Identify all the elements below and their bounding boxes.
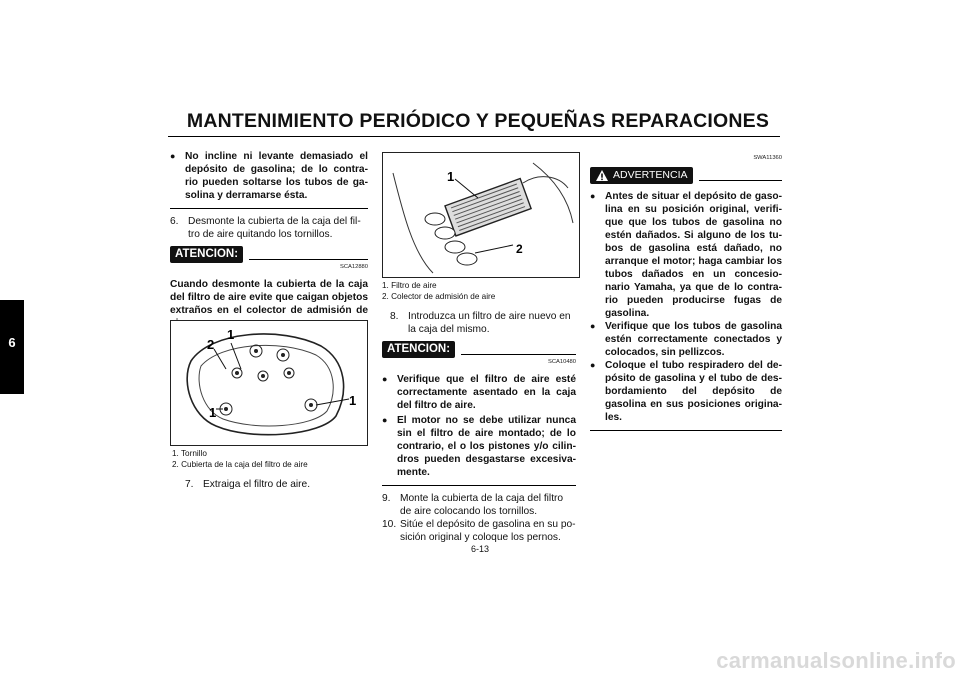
- callout: 2: [207, 337, 215, 352]
- warning-bullet: ● Antes de situar el depósito de gaso- lina en su posición original, verifi- que que los tubos de gasolina no estén dañados. Si alguno de los tu- bos de gasolina está dañado, no arranque el motor; haga cambiar los tubos dañados en un concesio- nario Yamaha, ya que de lo contra- rio pueden producirse fugas de gasolina.: [590, 190, 782, 320]
- step-text: Desmonte la cubierta de la caja del fil- tro de aire quitando los tornillos.: [188, 216, 361, 240]
- callout: 1: [209, 405, 217, 420]
- callout: 1: [227, 327, 235, 342]
- page-number: 6-13: [470, 544, 489, 554]
- divider: [382, 485, 576, 486]
- figure-air-filter: [382, 152, 580, 278]
- caption: 1. Filtro de aire: [382, 281, 437, 290]
- caption: 1. Tornillo: [172, 449, 207, 458]
- step-text: Extraiga el filtro de aire.: [203, 479, 311, 490]
- chapter-number: 6: [8, 335, 16, 350]
- warning-bullet: ● Coloque el tubo respiradero del de- pósito de gasolina y el tubo de des- bordamiento del depósito de gasolina en sus posiciones origina- les.: [590, 359, 782, 424]
- figure-airbox-cover: [170, 320, 368, 446]
- notice-bullet: ● Verifique que el filtro de aire esté correctamente asentado en la caja del filtro de aire.: [382, 373, 576, 412]
- notice-text: Cuando desmonte la cubierta de la caja del filtro de aire evite que caigan objetos extraños en el colector de admisión de: [170, 279, 368, 316]
- callout: 1: [447, 169, 455, 184]
- caption: 2. Colector de admisión de aire: [382, 292, 496, 301]
- step-number: 10.: [382, 519, 397, 530]
- warning-label: ADVERTENCIA: [613, 169, 688, 181]
- title-rule: [168, 136, 780, 137]
- airbox-cover-illustration: [171, 321, 367, 445]
- notice-code: SCA12880: [339, 264, 368, 270]
- notice-code: SCA10480: [547, 359, 576, 365]
- caption: 2. Cubierta de la caja del filtro de aire: [172, 460, 308, 469]
- step-number: 6.: [170, 216, 179, 227]
- column-3: [590, 152, 782, 431]
- step-text: Sitúe el depósito de gasolina en su po- sición original y coloque los pernos.: [400, 519, 576, 543]
- step-text: Introduzca un filtro de aire nuevo en la caja del mismo.: [408, 311, 571, 335]
- notice-rule: [249, 259, 368, 260]
- figure-1-captions: [172, 448, 368, 470]
- column-2: [382, 280, 576, 544]
- warning-code: SWA11360: [753, 155, 782, 161]
- callout: 2: [516, 242, 523, 256]
- notice-label: ATENCION:: [170, 246, 243, 263]
- air-filter-illustration: [383, 153, 579, 277]
- column-1: [170, 150, 368, 337]
- step-number: 7.: [185, 479, 194, 490]
- step-6: [170, 215, 368, 241]
- step-text: Monte la cubierta de la caja del filtro de aire colocando los tornillos.: [400, 493, 564, 517]
- divider: [170, 208, 368, 209]
- step-number: 8.: [390, 311, 399, 322]
- notice-rule: [461, 354, 576, 355]
- warning-label-box: [590, 167, 693, 184]
- divider: [590, 430, 782, 431]
- step-8: [390, 310, 576, 336]
- warning-header: [590, 167, 782, 184]
- warning-bullet: ● Verifique que los tubos de gasolina estén correctamente conectados y colocados, sin pellizcos.: [590, 320, 782, 359]
- warning-triangle-icon: [595, 169, 609, 182]
- notice-bullet: ● El motor no se debe utilizar nunca sin el filtro de aire montado; de lo contrario, el o los pistones y/o cilin- dros pueden desgastarse excesiva- mente.: [382, 414, 576, 479]
- callout: 1: [349, 393, 357, 408]
- step-number: 9.: [382, 493, 391, 504]
- step-9: [382, 492, 576, 518]
- watermark: carmanualsonline.info: [716, 648, 956, 673]
- warning-bullet: ● No incline ni levante demasiado el depósito de gasolina; de lo contra- rio pueden soltarse los tubos de ga- solina y derramarse ésta.: [170, 150, 368, 202]
- notice-label: ATENCION:: [382, 341, 455, 358]
- page-title: MANTENIMIENTO PERIÓDICO Y PEQUEÑAS REPARACIONES: [186, 110, 770, 132]
- step-10: [382, 518, 576, 544]
- warning-rule: [699, 180, 783, 181]
- step-7: [185, 478, 383, 491]
